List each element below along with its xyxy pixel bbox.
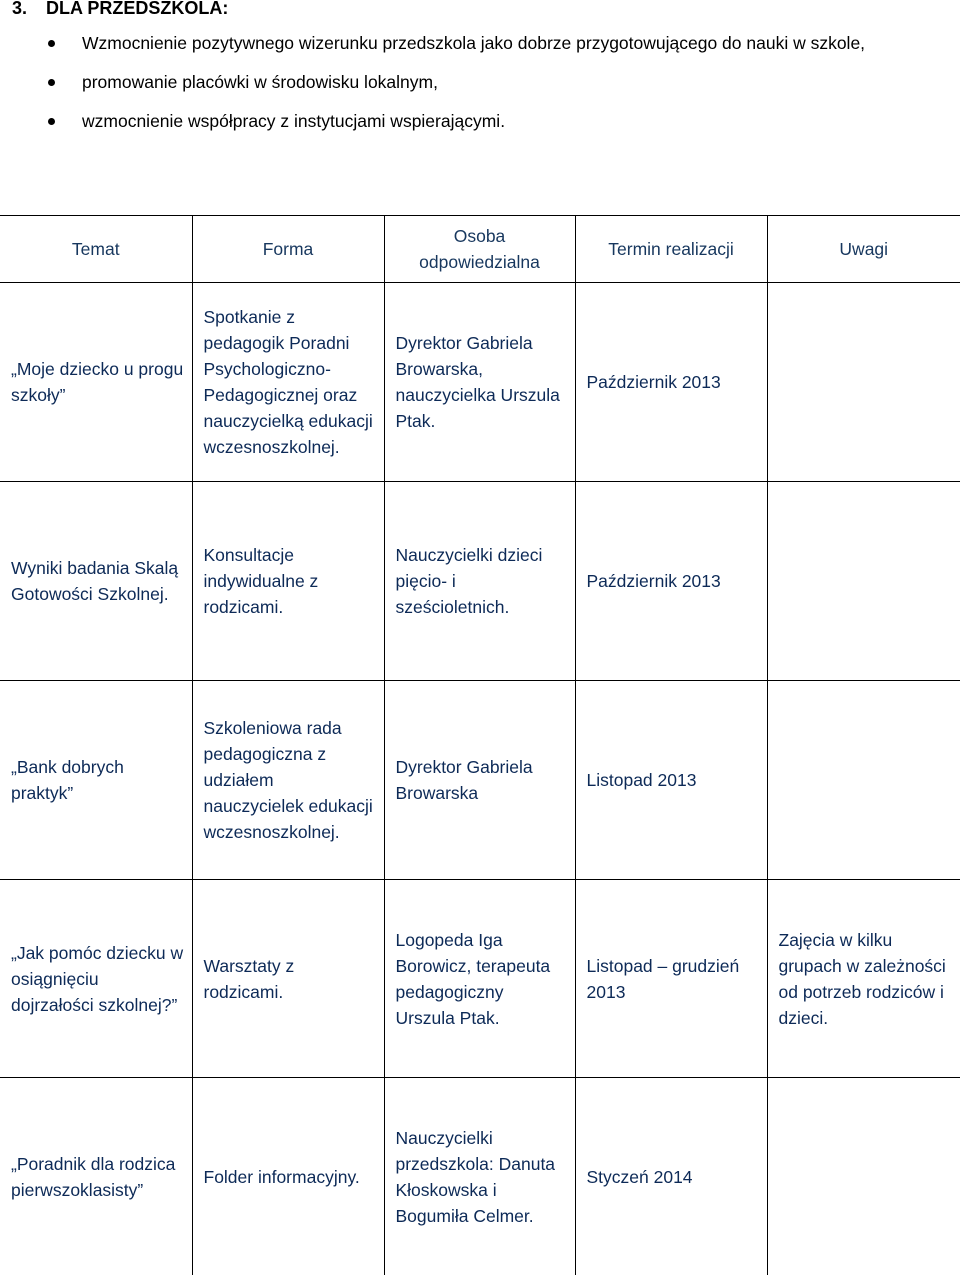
cell-temat: „Jak pomóc dziecku w osiągnięciu dojrzałości szkolnej?” [0,880,192,1078]
section-title: DLA PRZEDSZKOLA: [46,0,229,18]
cell-osoba: Nauczycielki dzieci pięcio- i sześcioletnich. [384,482,575,681]
section-number: 3. [12,0,28,18]
cell-osoba: Dyrektor Gabriela Browarska [384,681,575,880]
cell-termin: Styczeń 2014 [575,1078,767,1276]
cell-forma: Konsultacje indywidualne z rodzicami. [192,482,384,681]
header-forma: Forma [192,216,384,283]
table-row [0,283,960,482]
cell-osoba: Dyrektor Gabriela Browarska, nauczycielka Urszula Ptak. [384,283,575,482]
cell-osoba: Logopeda Iga Borowicz, terapeuta pedagogiczny Urszula Ptak. [384,880,575,1078]
cell-forma: Warsztaty z rodzicami. [192,880,384,1078]
cell-forma: Folder informacyjny. [192,1078,384,1276]
table-header-row [0,216,960,283]
cell-uwagi [767,1078,960,1276]
cell-termin: Listopad 2013 [575,681,767,880]
cell-uwagi [767,681,960,880]
table-row [0,880,960,1078]
cell-forma: Spotkanie z pedagogik Poradni Psychologiczno-Pedagogicznej oraz nauczycielką edukacji wczesnoszkolnej. [192,283,384,482]
goal-item [0,102,960,141]
cell-temat: Wyniki badania Skalą Gotowości Szkolnej. [0,482,192,681]
section-heading [12,0,228,19]
cell-uwagi: Zajęcia w kilku grupach w zależności od potrzeb rodziców i dzieci. [767,880,960,1078]
cell-uwagi [767,482,960,681]
table-row [0,1078,960,1276]
goal-item [0,63,960,102]
goal-text: wzmocnienie współpracy z instytucjami wspierającymi. [82,111,506,131]
bullet-icon [48,79,55,86]
cell-temat: „Moje dziecko u progu szkoły” [0,283,192,482]
header-uwagi: Uwagi [767,216,960,283]
bullet-icon [48,40,55,47]
table-row [0,681,960,880]
cell-temat: „Poradnik dla rodzica pierwszoklasisty” [0,1078,192,1276]
cell-termin: Październik 2013 [575,283,767,482]
header-osoba-line2: odpowiedzialna [419,252,540,272]
cell-forma: Szkoleniowa rada pedagogiczna z udziałem nauczycielek edukacji wczesnoszkolnej. [192,681,384,880]
goal-text: Wzmocnienie pozytywnego wizerunku przedszkola jako dobrze przygotowującego do nauki w szkole, [82,33,866,53]
cell-termin: Listopad – grudzień 2013 [575,880,767,1078]
header-temat: Temat [0,216,192,283]
goals-list [0,24,960,141]
cell-uwagi [767,283,960,482]
goal-item [0,24,960,63]
table-row [0,482,960,681]
header-osoba-line1: Osoba [453,226,506,246]
bullet-icon [48,118,55,125]
goal-text: promowanie placówki w środowisku lokalnym, [82,72,438,92]
header-osoba [384,216,575,283]
cell-temat: „Bank dobrych praktyk” [0,681,192,880]
cell-termin: Październik 2013 [575,482,767,681]
header-termin: Termin realizacji [575,216,767,283]
plan-table [0,215,960,1275]
cell-osoba: Nauczycielki przedszkola: Danuta Kłoskowska i Bogumiła Celmer. [384,1078,575,1276]
